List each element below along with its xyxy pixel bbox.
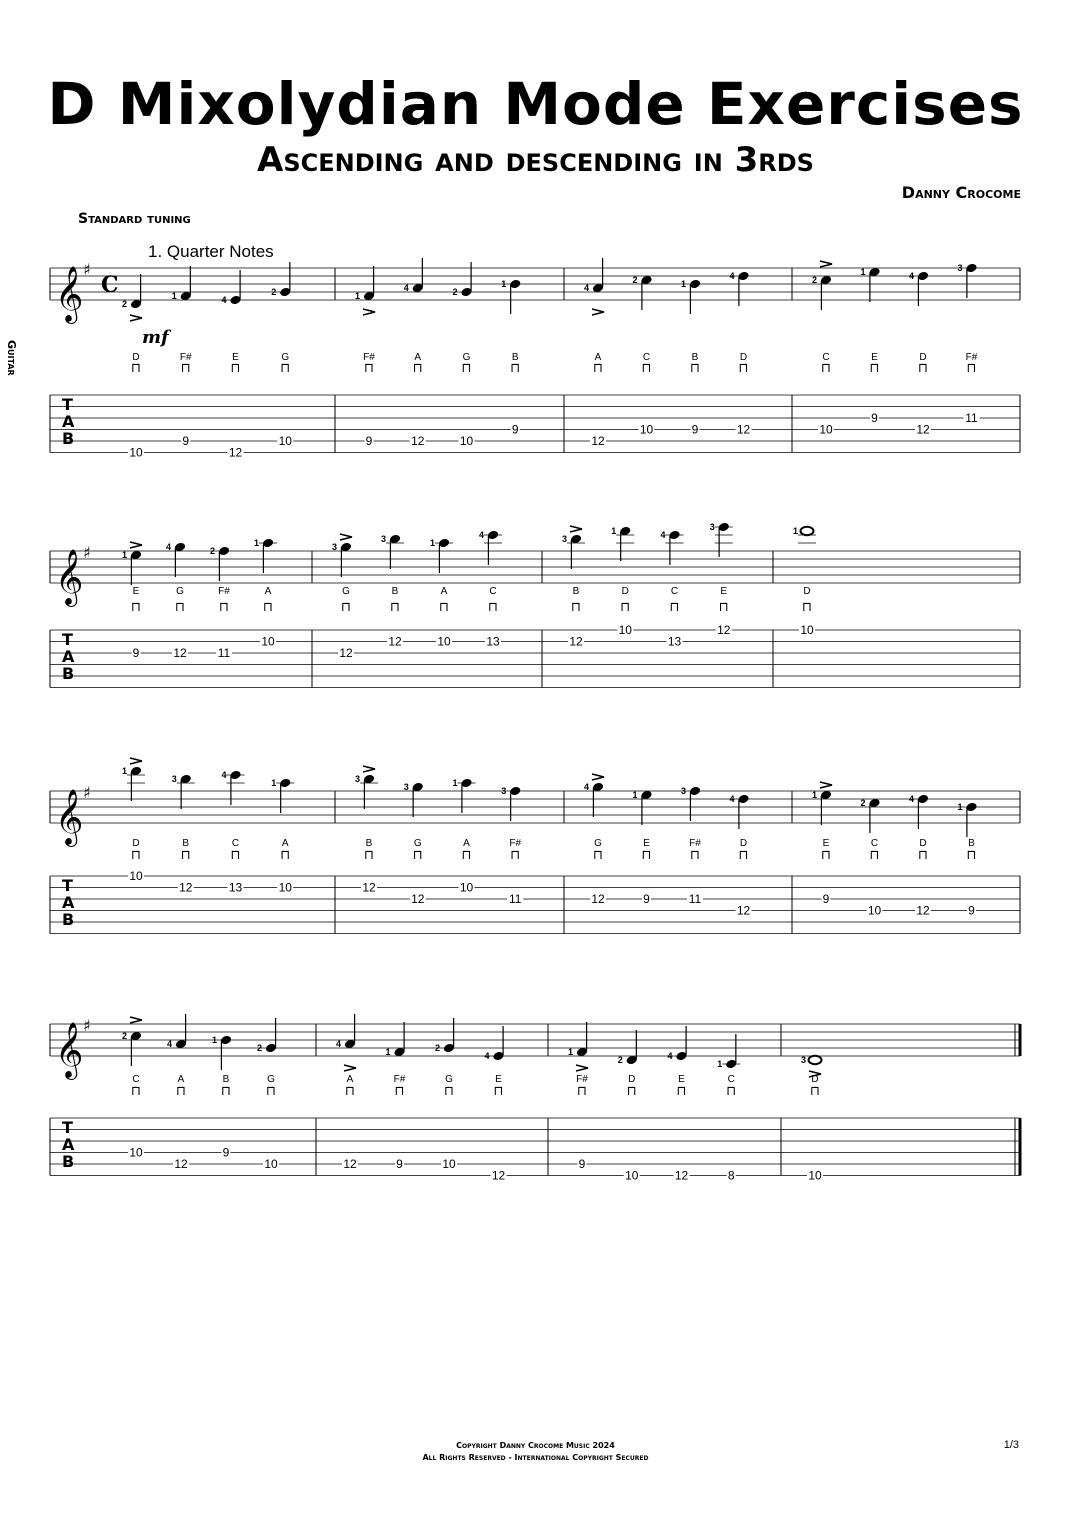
finger-number: 3 bbox=[957, 263, 963, 273]
fret-number: 9 bbox=[643, 892, 650, 906]
fret-number: 12 bbox=[174, 1157, 188, 1171]
note-name-label: A bbox=[264, 586, 272, 597]
finger-number: 1 bbox=[171, 291, 177, 301]
downstroke-icon: ⊓ bbox=[230, 848, 241, 863]
finger-number: 4 bbox=[403, 283, 409, 293]
fret-number: 12 bbox=[411, 434, 425, 448]
finger-number: 1 bbox=[793, 526, 799, 536]
note-name-label: E bbox=[495, 1074, 502, 1085]
downstroke-icon: ⊓ bbox=[344, 1084, 356, 1099]
finger-number: 1 bbox=[568, 1047, 574, 1057]
note-name-label: E bbox=[643, 838, 650, 849]
downstroke-icon: ⊓ bbox=[461, 361, 472, 376]
note-name-label: C bbox=[670, 586, 679, 597]
finger-number: 1 bbox=[254, 538, 260, 548]
downstroke-icon: ⊓ bbox=[801, 600, 813, 615]
page-title: D Mixolydian Mode Exercises bbox=[47, 70, 1024, 138]
treble-clef-icon: 𝄞 bbox=[55, 266, 84, 322]
tab-clef-letter: B bbox=[62, 910, 75, 929]
note-name-label: F# bbox=[689, 838, 701, 849]
note-name-label: E bbox=[822, 838, 830, 849]
finger-number: 2 bbox=[452, 287, 458, 297]
downstroke-icon: ⊓ bbox=[626, 1084, 637, 1099]
accent-mark-icon bbox=[592, 774, 604, 780]
tab-clef-letter: A bbox=[62, 1135, 75, 1154]
finger-number: 3 bbox=[709, 522, 715, 532]
note-name-label: C bbox=[231, 838, 240, 849]
fret-number: 11 bbox=[217, 646, 231, 660]
note-name-label: C bbox=[727, 1074, 735, 1085]
key-signature-sharp-icon: ♯ bbox=[83, 260, 91, 279]
tab-clef-letter: T bbox=[62, 630, 73, 649]
finger-number: 1 bbox=[430, 538, 436, 548]
note-name-label: D bbox=[811, 1074, 819, 1085]
note-name-label: C bbox=[132, 1074, 140, 1085]
finger-number: 4 bbox=[336, 1039, 342, 1049]
note-name-label: A bbox=[414, 352, 422, 363]
fret-number: 12 bbox=[717, 623, 731, 637]
note-name-label: G bbox=[462, 352, 471, 363]
fret-number: 12 bbox=[362, 880, 376, 895]
finger-number: 2 bbox=[210, 546, 216, 556]
fret-number: 10 bbox=[808, 1168, 822, 1183]
downstroke-icon: ⊓ bbox=[180, 848, 191, 863]
tab-clef-letter: T bbox=[62, 1118, 73, 1137]
note-name-label: F# bbox=[179, 352, 192, 363]
note-name-label: C bbox=[870, 838, 879, 849]
downstroke-icon: ⊓ bbox=[689, 361, 701, 376]
fret-number: 12 bbox=[228, 445, 243, 460]
fret-number: 10 bbox=[442, 1157, 456, 1171]
accent-mark-icon bbox=[130, 758, 142, 764]
finger-number: 4 bbox=[479, 530, 485, 540]
finger-number: 1 bbox=[271, 778, 277, 788]
fret-number: 11 bbox=[688, 892, 702, 906]
fret-number: 9 bbox=[968, 903, 975, 918]
downstroke-icon: ⊓ bbox=[265, 1084, 277, 1099]
note-name-label: D bbox=[628, 1074, 636, 1085]
fret-number: 9 bbox=[182, 434, 190, 448]
note-name-label: F# bbox=[576, 1074, 588, 1085]
whole-notehead bbox=[801, 527, 814, 535]
fret-number: 9 bbox=[871, 411, 878, 425]
note-name-label: A bbox=[177, 1074, 185, 1085]
fret-number: 10 bbox=[459, 880, 474, 895]
time-signature: C bbox=[101, 272, 119, 298]
finger-number: 4 bbox=[166, 542, 172, 552]
fret-number: 9 bbox=[365, 434, 373, 448]
finger-number: 2 bbox=[435, 1043, 441, 1053]
finger-number: 4 bbox=[729, 271, 735, 281]
downstroke-icon: ⊓ bbox=[676, 1084, 687, 1099]
finger-number: 1 bbox=[385, 1047, 391, 1057]
downstroke-icon: ⊓ bbox=[174, 600, 186, 615]
section-label: 1. Quarter Notes bbox=[148, 242, 274, 261]
downstroke-icon: ⊓ bbox=[966, 848, 977, 863]
downstroke-icon: ⊓ bbox=[493, 1084, 504, 1099]
downstroke-icon: ⊓ bbox=[726, 1084, 737, 1099]
note-name-label: D bbox=[132, 352, 140, 363]
downstroke-icon: ⊓ bbox=[130, 848, 142, 863]
finger-number: 4 bbox=[909, 794, 915, 804]
downstroke-icon: ⊓ bbox=[487, 600, 499, 615]
accent-mark-icon bbox=[576, 1065, 588, 1071]
tab-clef-letter: T bbox=[62, 395, 73, 414]
fret-number: 10 bbox=[129, 1145, 143, 1160]
downstroke-icon: ⊓ bbox=[363, 848, 375, 863]
note-name-label: A bbox=[346, 1074, 354, 1085]
downstroke-icon: ⊓ bbox=[510, 361, 521, 376]
accent-mark-icon bbox=[820, 782, 832, 788]
page-subtitle: Ascending and descending in 3rds bbox=[257, 140, 814, 180]
downstroke-icon: ⊓ bbox=[809, 1084, 821, 1099]
downstroke-icon: ⊓ bbox=[363, 361, 375, 376]
finger-number: 1 bbox=[355, 291, 361, 301]
fret-number: 10 bbox=[261, 634, 275, 649]
finger-number: 3 bbox=[355, 774, 361, 784]
note-name-label: G bbox=[445, 1074, 453, 1085]
fret-number: 12 bbox=[916, 903, 930, 918]
note-name-label: A bbox=[281, 838, 289, 849]
downstroke-icon: ⊓ bbox=[510, 848, 521, 863]
finger-number: 1 bbox=[122, 550, 128, 560]
note-name-label: B bbox=[572, 586, 580, 597]
note-name-label: G bbox=[594, 838, 602, 849]
fret-number: 9 bbox=[396, 1157, 403, 1171]
downstroke-icon: ⊓ bbox=[620, 600, 631, 615]
accent-mark-icon bbox=[344, 1065, 356, 1071]
finger-number: 3 bbox=[562, 534, 568, 544]
downstroke-icon: ⊓ bbox=[718, 600, 729, 615]
finger-number: 3 bbox=[332, 542, 338, 552]
downstroke-icon: ⊓ bbox=[738, 361, 749, 376]
note-name-label: B bbox=[182, 838, 190, 849]
treble-clef-icon: 𝄞 bbox=[55, 789, 84, 845]
fret-number: 12 bbox=[674, 1168, 689, 1183]
finger-number: 1 bbox=[212, 1035, 218, 1045]
finger-number: 3 bbox=[681, 786, 687, 796]
accent-mark-icon bbox=[592, 309, 604, 315]
fret-number: 9 bbox=[511, 422, 519, 437]
note-name-label: G bbox=[281, 352, 290, 363]
treble-clef-icon: 𝄞 bbox=[55, 549, 84, 605]
note-name-label: C bbox=[822, 352, 830, 363]
fret-number: 10 bbox=[129, 445, 143, 460]
note-name-label: C bbox=[642, 352, 651, 363]
accent-mark-icon bbox=[130, 1017, 142, 1023]
downstroke-icon: ⊓ bbox=[641, 361, 652, 376]
downstroke-icon: ⊓ bbox=[820, 361, 832, 376]
fret-number: 12 bbox=[388, 634, 402, 649]
note-name-label: G bbox=[342, 586, 350, 597]
note-name-label: D bbox=[803, 586, 811, 597]
note-name-label: F# bbox=[363, 352, 375, 363]
note-name-label: A bbox=[594, 352, 602, 363]
downstroke-icon: ⊓ bbox=[443, 1084, 455, 1099]
fret-number: 12 bbox=[173, 646, 187, 660]
note-name-label: D bbox=[919, 838, 927, 849]
downstroke-icon: ⊓ bbox=[280, 848, 291, 863]
note-name-label: G bbox=[176, 586, 184, 597]
fret-number: 13 bbox=[667, 634, 682, 649]
note-name-label: E bbox=[720, 586, 728, 597]
downstroke-icon: ⊓ bbox=[175, 1084, 187, 1099]
downstroke-icon: ⊓ bbox=[438, 600, 450, 615]
fret-number: 11 bbox=[965, 411, 978, 425]
downstroke-icon: ⊓ bbox=[180, 361, 191, 376]
fret-number: 10 bbox=[129, 869, 143, 883]
key-signature-sharp-icon: ♯ bbox=[83, 1016, 91, 1035]
fret-number: 10 bbox=[819, 422, 833, 437]
composer-name: Danny Crocome bbox=[901, 183, 1021, 202]
downstroke-icon: ⊓ bbox=[280, 361, 291, 376]
fret-number: 10 bbox=[278, 880, 292, 895]
fret-number: 10 bbox=[639, 422, 654, 437]
downstroke-icon: ⊓ bbox=[820, 848, 832, 863]
note-name-label: B bbox=[511, 352, 519, 363]
finger-number: 2 bbox=[122, 299, 128, 309]
downstroke-icon: ⊓ bbox=[917, 848, 929, 863]
finger-number: 3 bbox=[171, 774, 177, 784]
downstroke-icon: ⊓ bbox=[461, 848, 472, 863]
finger-number: 4 bbox=[660, 530, 666, 540]
fret-number: 10 bbox=[278, 434, 292, 448]
copyright-line-1: Copyright Danny Crocome Music 2024 bbox=[456, 1441, 615, 1450]
key-signature-sharp-icon: ♯ bbox=[83, 783, 91, 802]
copyright-line-2: All Rights Reserved - International Copyright Secured bbox=[422, 1453, 649, 1462]
fret-number: 10 bbox=[264, 1157, 278, 1171]
finger-number: 1 bbox=[717, 1059, 723, 1069]
downstroke-icon: ⊓ bbox=[394, 1084, 405, 1099]
note-name-label: A bbox=[463, 838, 470, 849]
instrument-label: Guitar bbox=[5, 340, 18, 376]
treble-clef-icon: 𝄞 bbox=[55, 1022, 84, 1078]
fret-number: 12 bbox=[339, 646, 353, 660]
downstroke-icon: ⊓ bbox=[869, 848, 880, 863]
note-name-label: E bbox=[871, 352, 878, 363]
finger-number: 4 bbox=[484, 1051, 490, 1061]
accent-mark-icon bbox=[570, 526, 582, 532]
fret-number: 10 bbox=[618, 623, 632, 637]
downstroke-icon: ⊓ bbox=[220, 1084, 232, 1099]
fret-number: 9 bbox=[578, 1157, 586, 1171]
downstroke-icon: ⊓ bbox=[570, 600, 582, 615]
page-number: 1/3 bbox=[1003, 1439, 1019, 1451]
tab-clef-letter: B bbox=[62, 664, 75, 683]
finger-number: 4 bbox=[167, 1039, 173, 1049]
finger-number: 3 bbox=[403, 782, 409, 792]
accent-mark-icon bbox=[130, 315, 142, 321]
downstroke-icon: ⊓ bbox=[738, 848, 749, 863]
finger-number: 2 bbox=[257, 1043, 263, 1053]
downstroke-icon: ⊓ bbox=[966, 361, 977, 376]
note-name-label: F# bbox=[393, 1074, 406, 1085]
note-name-label: E bbox=[678, 1074, 685, 1085]
downstroke-icon: ⊓ bbox=[130, 600, 142, 615]
finger-number: 1 bbox=[681, 279, 687, 289]
fret-number: 10 bbox=[867, 903, 882, 918]
finger-number: 1 bbox=[122, 766, 128, 776]
fret-number: 11 bbox=[509, 892, 522, 906]
finger-number: 4 bbox=[584, 782, 590, 792]
fret-number: 9 bbox=[222, 1145, 230, 1160]
finger-number: 2 bbox=[812, 275, 818, 285]
note-name-label: F# bbox=[965, 352, 978, 363]
finger-number: 1 bbox=[452, 778, 458, 788]
note-name-label: G bbox=[267, 1074, 275, 1085]
copyright-notice bbox=[0, 1440, 1071, 1464]
note-name-label: F# bbox=[218, 586, 230, 597]
fret-number: 12 bbox=[736, 422, 751, 437]
finger-number: 2 bbox=[122, 1031, 128, 1041]
tab-clef-letter: B bbox=[62, 1152, 75, 1171]
downstroke-icon: ⊓ bbox=[592, 361, 604, 376]
downstroke-icon: ⊓ bbox=[917, 361, 929, 376]
note-name-label: D bbox=[621, 586, 629, 597]
accent-mark-icon bbox=[363, 309, 375, 315]
fret-number: 10 bbox=[800, 623, 814, 637]
finger-number: 2 bbox=[617, 1055, 623, 1065]
downstroke-icon: ⊓ bbox=[389, 600, 401, 615]
note-name-label: D bbox=[919, 352, 927, 363]
downstroke-icon: ⊓ bbox=[130, 361, 142, 376]
fret-number: 9 bbox=[132, 646, 140, 660]
accent-mark-icon bbox=[363, 766, 375, 772]
downstroke-icon: ⊓ bbox=[412, 361, 423, 376]
finger-number: 4 bbox=[221, 770, 227, 780]
fret-number: 13 bbox=[486, 634, 500, 649]
fret-number: 12 bbox=[916, 422, 930, 437]
finger-number: 3 bbox=[381, 534, 387, 544]
key-signature-sharp-icon: ♯ bbox=[83, 543, 91, 562]
finger-number: 2 bbox=[271, 287, 277, 297]
fret-number: 12 bbox=[591, 892, 605, 906]
tuning-label: Standard tuning bbox=[78, 211, 191, 227]
finger-number: 2 bbox=[632, 275, 638, 285]
downstroke-icon: ⊓ bbox=[412, 848, 423, 863]
note-name-label: E bbox=[232, 352, 239, 363]
finger-number: 4 bbox=[221, 295, 227, 305]
finger-number: 1 bbox=[632, 790, 638, 800]
finger-number: 4 bbox=[667, 1051, 673, 1061]
fret-number: 12 bbox=[591, 434, 605, 448]
downstroke-icon: ⊓ bbox=[218, 600, 230, 615]
tab-clef-letter: B bbox=[62, 429, 75, 448]
finger-number: 4 bbox=[909, 271, 915, 281]
note-name-label: B bbox=[365, 838, 373, 849]
note-name-label: C bbox=[489, 586, 497, 597]
fret-number: 12 bbox=[343, 1157, 357, 1171]
fret-number: 10 bbox=[437, 634, 451, 649]
finger-number: 3 bbox=[801, 1055, 807, 1065]
fret-number: 9 bbox=[822, 892, 830, 906]
finger-number: 1 bbox=[501, 279, 507, 289]
fret-number: 12 bbox=[411, 892, 425, 906]
note-name-label: G bbox=[413, 838, 422, 849]
tab-clef-letter: A bbox=[62, 647, 75, 666]
finger-number: 1 bbox=[860, 267, 866, 277]
dynamic-marking: mf bbox=[142, 327, 169, 348]
fret-number: 10 bbox=[459, 434, 474, 448]
fret-number: 12 bbox=[569, 634, 583, 649]
accent-mark-icon bbox=[340, 534, 352, 540]
note-name-label: E bbox=[132, 586, 140, 597]
fret-number: 13 bbox=[228, 880, 243, 895]
downstroke-icon: ⊓ bbox=[262, 600, 274, 615]
note-name-label: B bbox=[968, 838, 975, 849]
fret-number: 8 bbox=[727, 1168, 735, 1183]
fret-number: 10 bbox=[625, 1168, 639, 1183]
downstroke-icon: ⊓ bbox=[689, 848, 701, 863]
downstroke-icon: ⊓ bbox=[576, 1084, 588, 1099]
finger-number: 2 bbox=[860, 798, 866, 808]
note-name-label: B bbox=[222, 1074, 230, 1085]
downstroke-icon: ⊓ bbox=[592, 848, 604, 863]
downstroke-icon: ⊓ bbox=[869, 361, 880, 376]
finger-number: 4 bbox=[584, 283, 590, 293]
note-name-label: D bbox=[739, 838, 748, 849]
finger-number: 1 bbox=[812, 790, 818, 800]
fret-number: 12 bbox=[491, 1168, 506, 1183]
finger-number: 4 bbox=[729, 794, 735, 804]
finger-number: 1 bbox=[611, 526, 617, 536]
tab-clef-letter: A bbox=[62, 893, 75, 912]
note-name-label: B bbox=[391, 586, 399, 597]
fret-number: 12 bbox=[179, 880, 193, 895]
tab-clef-letter: T bbox=[62, 876, 73, 895]
finger-number: 1 bbox=[957, 802, 963, 812]
downstroke-icon: ⊓ bbox=[669, 600, 680, 615]
fret-number: 12 bbox=[736, 903, 751, 918]
note-name-label: A bbox=[440, 586, 448, 597]
whole-notehead bbox=[809, 1056, 822, 1064]
note-name-label: D bbox=[739, 352, 748, 363]
note-name-label: B bbox=[691, 352, 699, 363]
downstroke-icon: ⊓ bbox=[641, 848, 652, 863]
downstroke-icon: ⊓ bbox=[130, 1084, 142, 1099]
downstroke-icon: ⊓ bbox=[340, 600, 352, 615]
fret-number: 9 bbox=[691, 422, 699, 437]
finger-number: 3 bbox=[501, 786, 507, 796]
note-name-label: D bbox=[132, 838, 140, 849]
accent-mark-icon bbox=[820, 261, 832, 267]
downstroke-icon: ⊓ bbox=[230, 361, 241, 376]
note-name-label: F# bbox=[509, 838, 522, 849]
tab-clef-letter: A bbox=[62, 412, 75, 431]
accent-mark-icon bbox=[130, 542, 142, 548]
